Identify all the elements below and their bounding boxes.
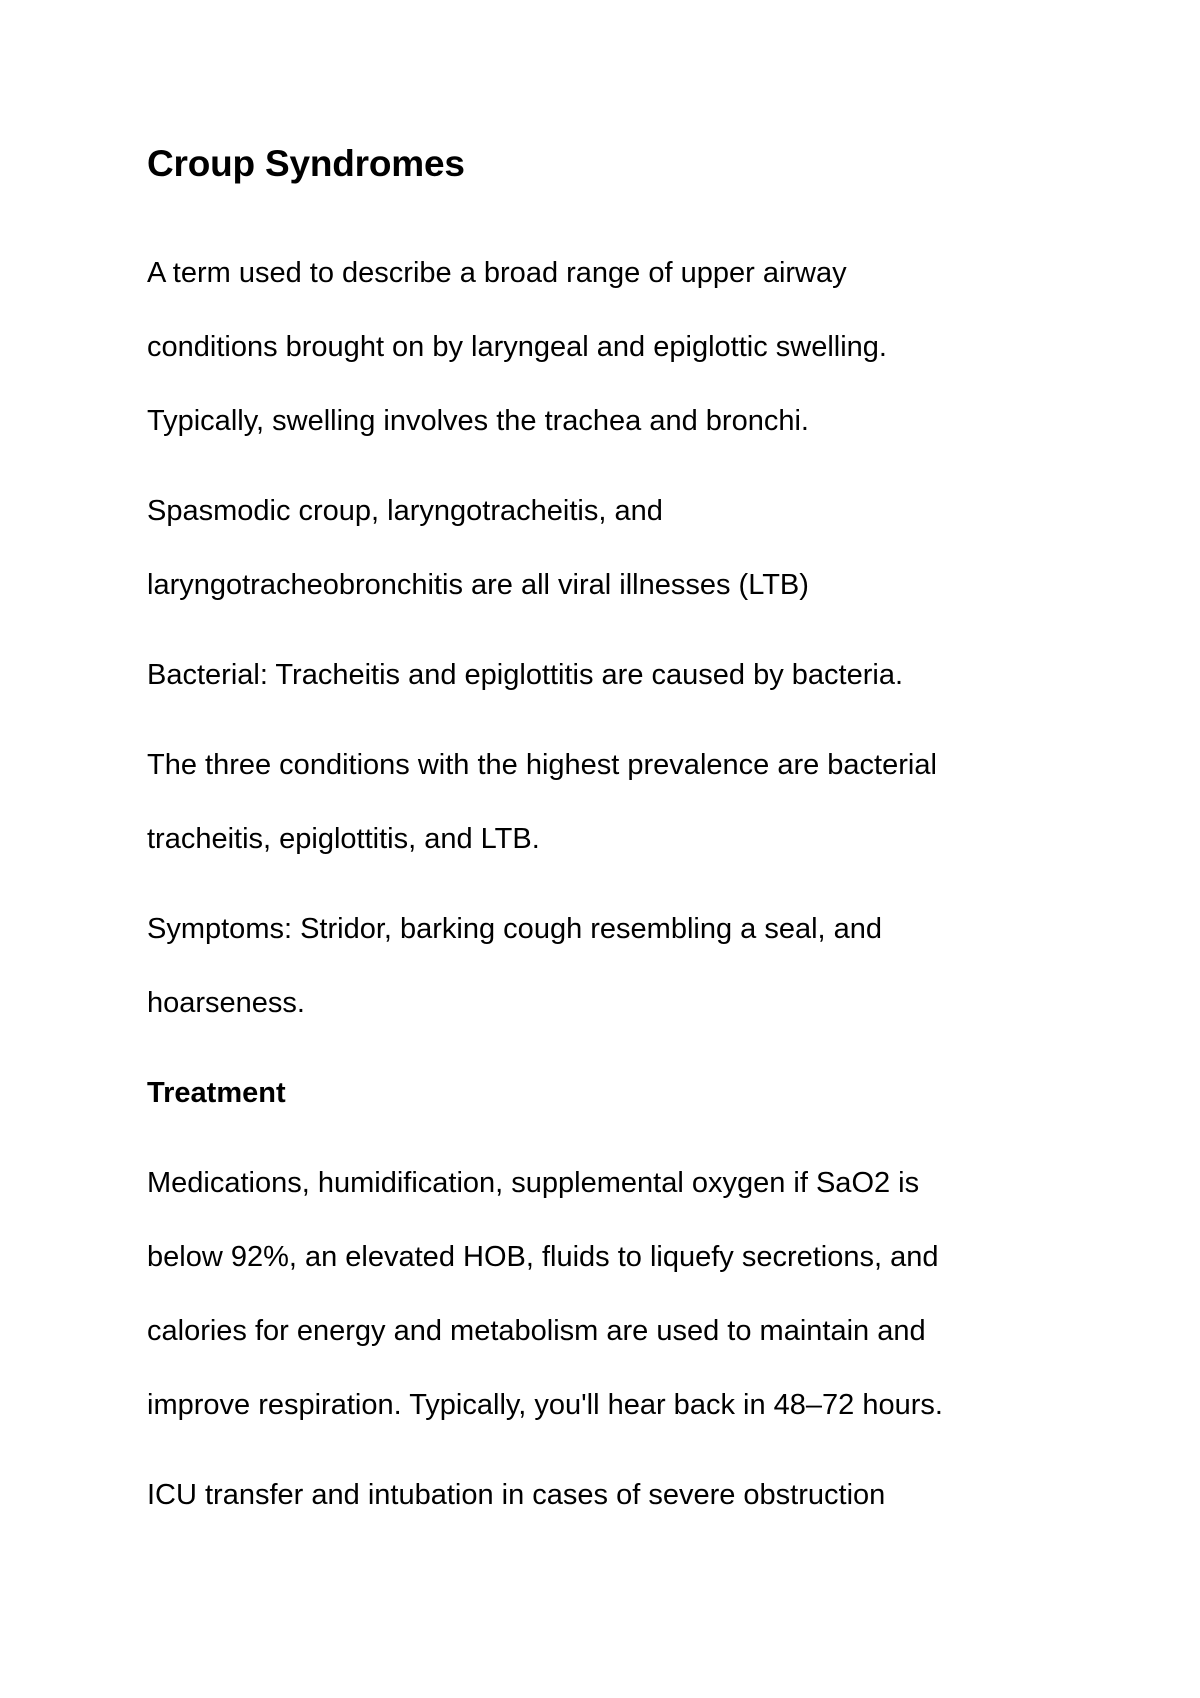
text-line: calories for energy and metabolism are used to maintain and	[147, 1315, 926, 1348]
text-line: Symptoms: Stridor, barking cough resembling a seal, and	[147, 913, 883, 946]
paragraph-treatment	[147, 1146, 1047, 1442]
paragraph-symptoms	[147, 892, 1047, 1040]
paragraph-bacterial	[147, 638, 1047, 712]
spacer	[147, 458, 1047, 474]
paragraph-prevalence	[147, 728, 1047, 876]
text-line: below 92%, an elevated HOB, fluids to liquefy secretions, and	[147, 1241, 939, 1274]
text-line: conditions brought on by laryngeal and epiglottic swelling.	[147, 331, 887, 364]
paragraph-definition	[147, 236, 1047, 458]
text-line: Spasmodic croup, laryngotracheitis, and	[147, 495, 663, 528]
text-line: A term used to describe a broad range of upper airway	[147, 257, 847, 290]
paragraph-viral	[147, 474, 1047, 622]
text-line: Typically, swelling involves the trachea and bronchi.	[147, 405, 809, 438]
spacer	[147, 712, 1047, 728]
spacer	[147, 186, 1047, 236]
text-line: Medications, humidification, supplemental oxygen if SaO2 is	[147, 1167, 920, 1200]
text-line: improve respiration. Typically, you'll hear back in 48–72 hours.	[147, 1389, 943, 1422]
spacer	[147, 622, 1047, 638]
paragraph-icu	[147, 1458, 1047, 1532]
spacer	[147, 1442, 1047, 1458]
spacer	[147, 1040, 1047, 1056]
text-line: ICU transfer and intubation in cases of severe obstruction	[147, 1479, 886, 1512]
page-title: Croup Syndromes	[147, 143, 465, 184]
spacer	[147, 876, 1047, 892]
text-line: Bacterial: Tracheitis and epiglottitis are caused by bacteria.	[147, 659, 904, 692]
text-line: tracheitis, epiglottitis, and LTB.	[147, 823, 540, 856]
text-line: laryngotracheobronchitis are all viral illnesses (LTB)	[147, 569, 809, 602]
text-line: The three conditions with the highest prevalence are bacterial	[147, 749, 937, 782]
text-line: hoarseness.	[147, 987, 305, 1020]
section-heading-treatment: Treatment	[147, 1077, 286, 1110]
spacer	[147, 1130, 1047, 1146]
document-body	[147, 142, 1047, 1532]
